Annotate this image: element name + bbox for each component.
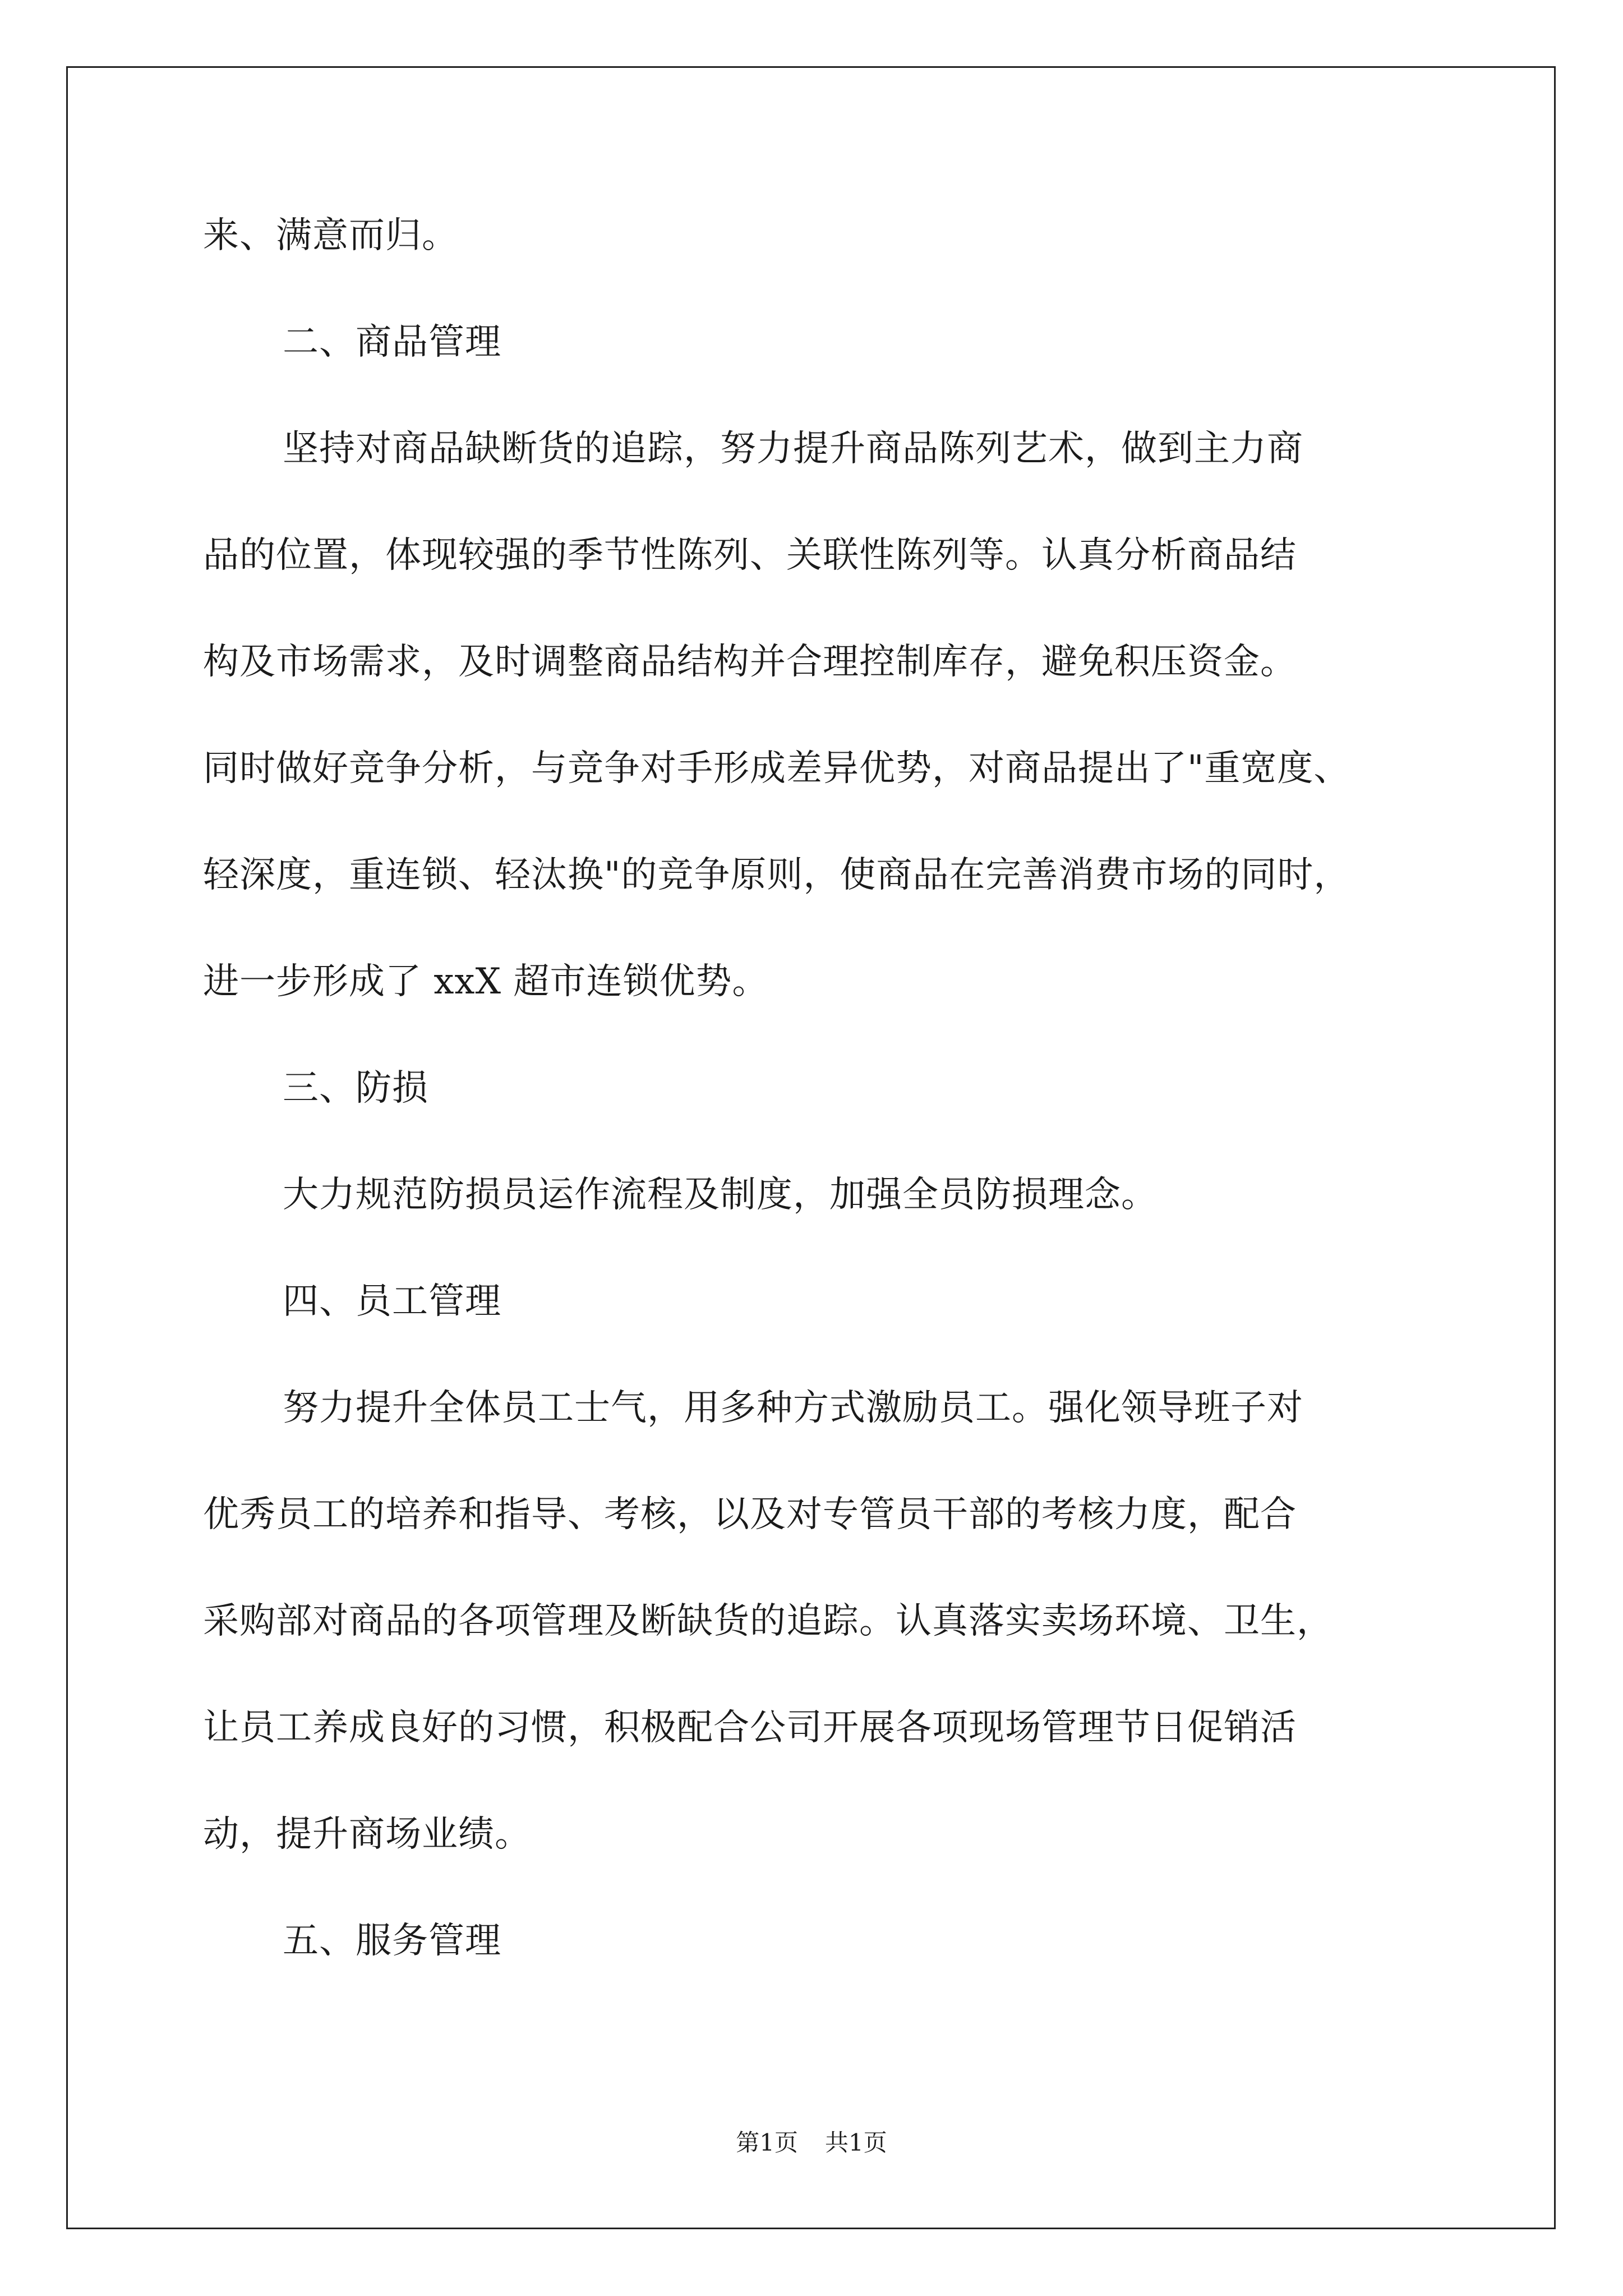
- page-border: [66, 66, 1556, 2229]
- page-total: 共1页: [825, 2129, 887, 2156]
- text-line: 轻深度，重连锁、轻汰换"的竞争原则，使商品在完善消费市场的同时，: [203, 854, 1350, 896]
- text-line: 品的位置，体现较强的季节性陈列、关联性陈列等。认真分析商品结: [203, 535, 1297, 576]
- section-heading: 二、商品管理: [283, 321, 501, 363]
- text-line: 进一步形成了 xxX 超市连锁优势。: [203, 961, 769, 1002]
- text-line: 采购部对商品的各项管理及断缺货的追踪。认真落实卖场环境、卫生，: [203, 1600, 1333, 1642]
- text-line: 努力提升全体员工士气，用多种方式激励员工。强化领导班子对: [283, 1387, 1303, 1429]
- text-line: 动，提升商场业绩。: [203, 1814, 531, 1855]
- section-heading: 三、防损: [283, 1068, 428, 1109]
- section-heading: 四、员工管理: [283, 1281, 501, 1322]
- page-number: 第1页: [736, 2129, 798, 2156]
- text-line: 让员工养成良好的习惯，积极配合公司开展各项现场管理节日促销活: [203, 1707, 1297, 1749]
- text-line: 优秀员工的培养和指导、考核，以及对专管员干部的考核力度，配合: [203, 1494, 1297, 1535]
- text-line: 构及市场需求，及时调整商品结构并合理控制库存，避免积压资金。: [203, 641, 1297, 683]
- section-heading: 五、服务管理: [283, 1920, 501, 1962]
- text-line: 来、满意而归。: [203, 215, 458, 256]
- text-line: 坚持对商品缺断货的追踪，努力提升商品陈列艺术，做到主力商: [283, 428, 1303, 470]
- page-footer: [0, 2126, 1623, 2160]
- text-line: 大力规范防损员运作流程及制度，加强全员防损理念。: [283, 1174, 1158, 1216]
- text-line: 同时做好竞争分析，与竞争对手形成差异优势，对商品提出了"重宽度、: [203, 748, 1350, 789]
